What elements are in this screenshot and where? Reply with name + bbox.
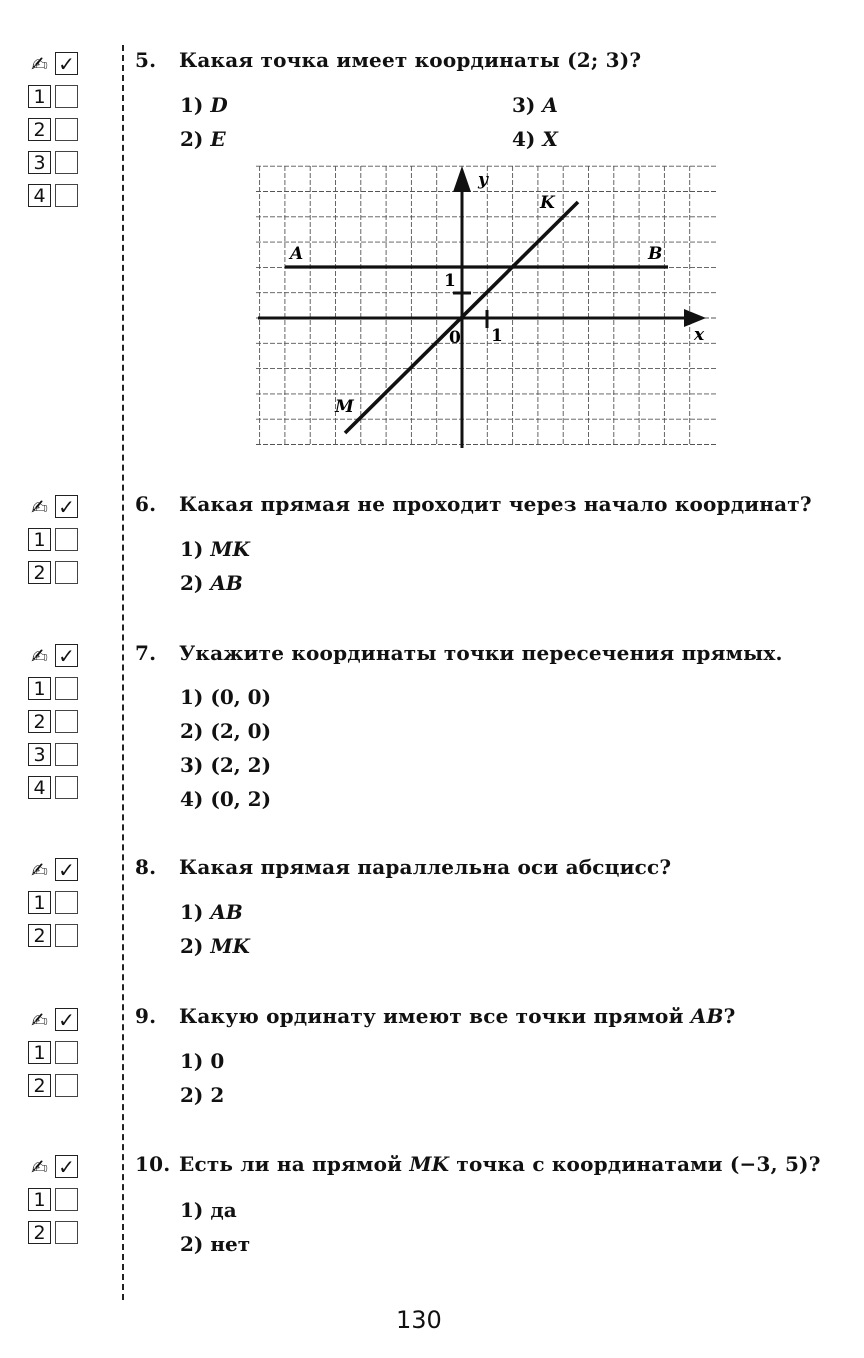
question-number: 6.	[135, 492, 157, 516]
pen-icon: ✍	[31, 494, 48, 519]
question-10-options	[180, 1193, 250, 1261]
option-label: A	[542, 93, 558, 117]
option-1	[180, 680, 271, 714]
question-text: Какую ординату имеют все точки прямой	[179, 1004, 691, 1028]
grid-lines	[256, 166, 716, 446]
option-number-cell: 2	[28, 924, 51, 947]
option-number-cell: 2	[28, 710, 51, 733]
y-unit-label: 1	[444, 271, 456, 291]
answer-checkbox[interactable]	[55, 1074, 78, 1097]
question-9	[135, 1004, 736, 1028]
question-text: Какая прямая не проходит через начало координат?	[179, 492, 812, 516]
point-a-label: A	[290, 244, 304, 264]
option-label: E	[210, 127, 226, 151]
option-num: 1)	[180, 1198, 204, 1222]
option-number-cell: 4	[28, 184, 51, 207]
option-2	[180, 929, 250, 963]
question-text: Укажите координаты точки пересечения прямых.	[179, 641, 783, 665]
question-text-end: точка с координатами (−3, 5)?	[449, 1152, 821, 1176]
question-text: Какая прямая параллельна оси абсцисс?	[179, 855, 672, 879]
option-number-cell: 3	[28, 743, 51, 766]
option-num: 2)	[180, 571, 204, 595]
answer-grid-q8	[28, 858, 82, 957]
option-2	[180, 122, 228, 156]
answer-checkbox[interactable]	[55, 891, 78, 914]
option-number-cell: 1	[28, 1188, 51, 1211]
x-unit-label: 1	[491, 326, 503, 346]
question-number: 5.	[135, 48, 157, 72]
option-number-cell: 3	[28, 151, 51, 174]
answer-checkbox[interactable]	[55, 743, 78, 766]
question-text-italic: AB	[690, 1004, 724, 1028]
option-num: 3)	[512, 93, 536, 117]
question-8-options	[180, 895, 250, 963]
answer-checkbox[interactable]	[55, 151, 78, 174]
check-icon: ✓	[55, 858, 78, 881]
point-b-label: B	[648, 244, 663, 264]
option-number-cell: 1	[28, 528, 51, 551]
x-axis-label: x	[694, 325, 705, 345]
option-num: 2)	[180, 127, 204, 151]
origin-label: 0	[449, 328, 461, 348]
option-label: нет	[210, 1232, 251, 1256]
pen-icon: ✍	[31, 1154, 48, 1179]
option-number-cell: 1	[28, 85, 51, 108]
option-label: (0, 2)	[210, 787, 272, 811]
answer-checkbox[interactable]	[55, 184, 78, 207]
question-number: 7.	[135, 641, 157, 665]
option-label: (2, 0)	[210, 719, 272, 743]
check-icon: ✓	[55, 1008, 78, 1031]
option-label: (0, 0)	[210, 685, 272, 709]
question-text: Какая точка имеет координаты (2; 3)?	[179, 48, 642, 72]
option-label: D	[210, 93, 228, 117]
option-1	[180, 895, 250, 929]
answer-grid-q10	[28, 1155, 82, 1254]
question-number: 9.	[135, 1004, 157, 1028]
option-2	[180, 566, 250, 600]
option-label: (2, 2)	[210, 753, 272, 777]
option-label: 0	[210, 1049, 225, 1073]
answer-checkbox[interactable]	[55, 924, 78, 947]
answer-checkbox[interactable]	[55, 528, 78, 551]
option-4	[512, 122, 558, 156]
option-number-cell: 2	[28, 561, 51, 584]
pen-icon: ✍	[31, 1007, 48, 1032]
option-label: X	[542, 127, 558, 151]
question-6-options	[180, 532, 250, 600]
check-icon: ✓	[55, 1155, 78, 1178]
option-num: 1)	[180, 900, 204, 924]
answer-checkbox[interactable]	[55, 677, 78, 700]
y-axis-arrow	[453, 166, 471, 192]
question-text-end: ?	[723, 1004, 736, 1028]
option-label: MK	[210, 934, 250, 958]
answer-checkbox[interactable]	[55, 118, 78, 141]
option-1	[180, 1193, 250, 1227]
option-number-cell: 1	[28, 1041, 51, 1064]
answer-checkbox[interactable]	[55, 776, 78, 799]
question-text-italic: MK	[409, 1152, 450, 1176]
option-num: 2)	[180, 1232, 204, 1256]
question-number: 10.	[135, 1152, 171, 1176]
question-7	[135, 641, 783, 665]
option-num: 2)	[180, 719, 204, 743]
question-10	[135, 1152, 821, 1176]
point-m-label: M	[335, 397, 354, 417]
option-num: 1)	[180, 1049, 204, 1073]
dashed-separator	[122, 45, 124, 1300]
answer-checkbox[interactable]	[55, 1221, 78, 1244]
answer-grid-q6	[28, 495, 82, 594]
pen-icon: ✍	[31, 51, 48, 76]
page-number: 130	[396, 1306, 442, 1334]
option-label: AB	[210, 571, 243, 595]
coordinate-graph	[250, 160, 720, 455]
answer-checkbox[interactable]	[55, 1188, 78, 1211]
option-num: 1)	[180, 93, 204, 117]
question-8	[135, 855, 671, 879]
option-num: 4)	[512, 127, 536, 151]
point-k-label: K	[540, 193, 555, 213]
check-icon: ✓	[55, 52, 78, 75]
option-number-cell: 2	[28, 1074, 51, 1097]
answer-checkbox[interactable]	[55, 1041, 78, 1064]
check-icon: ✓	[55, 644, 78, 667]
option-number-cell: 2	[28, 118, 51, 141]
option-num: 2)	[180, 1083, 204, 1107]
question-5-options-right	[512, 88, 558, 156]
answer-checkbox[interactable]	[55, 710, 78, 733]
answer-grid-q5	[28, 52, 82, 217]
y-axis-label: y	[478, 170, 488, 190]
question-9-options	[180, 1044, 224, 1112]
question-number: 8.	[135, 855, 157, 879]
question-text: Есть ли на прямой	[179, 1152, 410, 1176]
option-3	[180, 748, 271, 782]
option-num: 1)	[180, 685, 204, 709]
option-num: 2)	[180, 934, 204, 958]
question-7-options	[180, 680, 271, 816]
question-5	[135, 48, 641, 72]
option-label: AB	[210, 900, 243, 924]
answer-checkbox[interactable]	[55, 561, 78, 584]
question-5-options-left	[180, 88, 228, 156]
option-1	[180, 532, 250, 566]
option-4	[180, 782, 271, 816]
option-label: MK	[210, 537, 250, 561]
option-label: да	[210, 1198, 237, 1222]
option-num: 3)	[180, 753, 204, 777]
option-num: 4)	[180, 787, 204, 811]
pen-icon: ✍	[31, 857, 48, 882]
option-2	[180, 1078, 224, 1112]
option-num: 1)	[180, 537, 204, 561]
option-number-cell: 4	[28, 776, 51, 799]
pen-icon: ✍	[31, 643, 48, 668]
option-number-cell: 1	[28, 891, 51, 914]
answer-checkbox[interactable]	[55, 85, 78, 108]
answer-grid-q9	[28, 1008, 82, 1107]
option-number-cell: 2	[28, 1221, 51, 1244]
answer-grid-q7	[28, 644, 82, 809]
check-icon: ✓	[55, 495, 78, 518]
option-1	[180, 1044, 224, 1078]
question-6	[135, 492, 812, 516]
option-label: 2	[210, 1083, 225, 1107]
option-2	[180, 714, 271, 748]
option-number-cell: 1	[28, 677, 51, 700]
option-2	[180, 1227, 250, 1261]
option-1	[180, 88, 228, 122]
option-3	[512, 88, 558, 122]
